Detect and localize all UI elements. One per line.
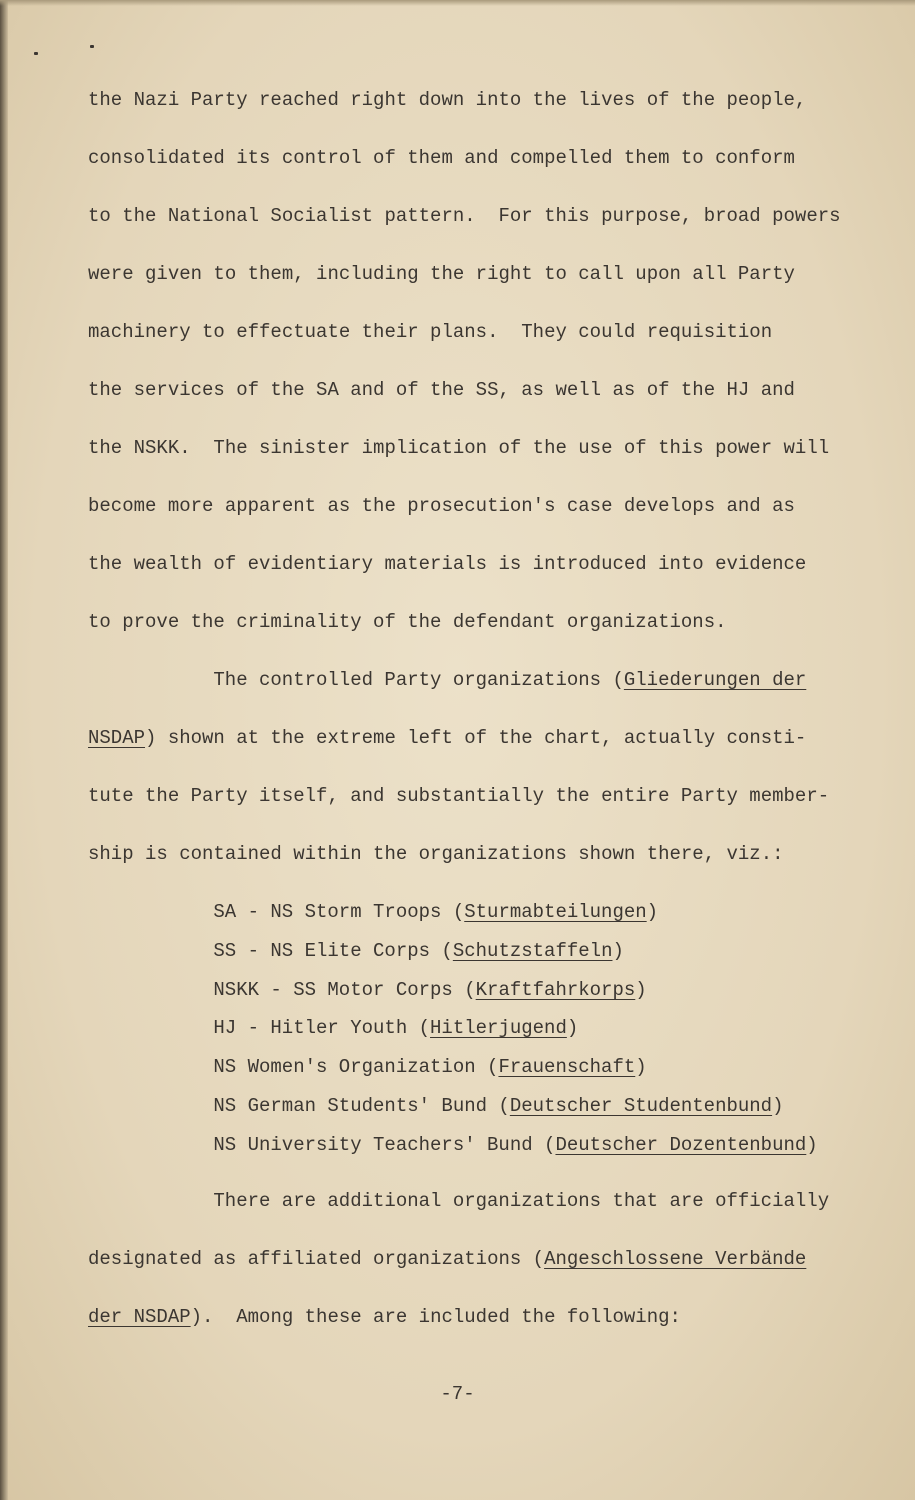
underlined-term: NSDAP <box>88 727 146 749</box>
page-edge-shadow <box>0 0 8 1500</box>
text-line <box>88 785 829 807</box>
text-segment: ) <box>772 1095 784 1117</box>
list-item <box>213 901 658 923</box>
text-segment: consolidated its control of them and compelled them to conform <box>88 147 795 169</box>
underlined-term: Frauenschaft <box>498 1056 636 1079</box>
text-segment: ) <box>612 939 624 962</box>
underlined-term: Sturmabteilungen <box>464 901 647 923</box>
text-segment: SA - NS Storm Troops ( <box>213 901 465 923</box>
text-segment: SS - NS Elite Corps ( <box>213 939 453 962</box>
underlined-term: Schutzstaffeln <box>452 939 613 962</box>
text-segment: become more apparent as the prosecution's case develops and as <box>88 495 795 517</box>
text-segment: to prove the criminality of the defendant organizations. <box>88 611 727 633</box>
text-line <box>88 437 829 459</box>
stray-mark <box>34 52 38 55</box>
text-segment: to the National Socialist pattern. For this purpose, broad powers <box>88 205 841 227</box>
text-line <box>88 611 727 633</box>
list-item <box>213 1134 817 1156</box>
list-item <box>213 1095 783 1117</box>
underlined-term: Angeschlossene Verbände <box>544 1248 807 1270</box>
text-line <box>88 205 841 227</box>
stray-mark <box>90 45 94 48</box>
text-line <box>88 1306 681 1328</box>
text-segment: There are additional organizations that are officially <box>213 1190 830 1212</box>
text-segment: ) <box>566 1017 579 1040</box>
underlined-term: Gliederungen der <box>623 669 807 691</box>
text-line <box>88 1248 806 1270</box>
underlined-term: Deutscher Dozentenbund <box>555 1133 807 1156</box>
text-segment: the services of the SA and of the SS, as well as of the HJ and <box>88 379 795 401</box>
underlined-term: Deutscher Studentenbund <box>509 1095 773 1117</box>
text-line <box>88 843 784 865</box>
text-segment: NS Women's Organization ( <box>213 1056 499 1079</box>
text-line <box>88 147 795 169</box>
text-segment: ). Among these are included the following: <box>190 1306 681 1328</box>
text-segment: designated as affiliated organizations ( <box>88 1248 545 1270</box>
text-line <box>213 669 806 691</box>
text-segment: HJ - Hitler Youth ( <box>213 1017 431 1040</box>
text-segment: NSKK - SS Motor Corps ( <box>213 978 476 1001</box>
text-line <box>88 495 795 517</box>
text-segment: the NSKK. The sinister implication of the use of this power will <box>88 437 830 459</box>
text-segment: the Nazi Party reached right down into the lives of the people, <box>88 89 807 111</box>
text-line <box>88 727 806 749</box>
list-item <box>213 979 646 1001</box>
text-segment: tute the Party itself, and substantially the entire Party member- <box>88 785 830 807</box>
text-line <box>88 321 772 343</box>
text-segment: ) <box>635 1056 647 1079</box>
underlined-term: Hitlerjugend <box>430 1017 567 1040</box>
list-item <box>213 1056 646 1078</box>
text-segment: were given to them, including the right to call upon all Party <box>88 263 795 285</box>
text-segment: ) shown at the extreme left of the chart, actually consti- <box>145 727 807 749</box>
list-item <box>213 940 624 962</box>
text-segment: ship is contained within the organizations shown there, viz.: <box>88 843 784 865</box>
underlined-term: Kraftfahrkorps <box>475 978 636 1001</box>
text-line <box>213 1190 829 1212</box>
text-line <box>88 379 795 401</box>
text-segment: machinery to effectuate their plans. They could requisition <box>88 321 773 343</box>
list-item <box>213 1017 578 1039</box>
text-line <box>88 89 806 111</box>
text-segment: ) <box>646 901 659 923</box>
text-line <box>88 553 806 575</box>
text-segment: NS German Students' Bund ( <box>213 1095 510 1117</box>
text-segment: ) <box>806 1133 818 1156</box>
text-segment: ) <box>635 978 647 1001</box>
text-line <box>88 263 795 285</box>
page-number: -7- <box>440 1383 475 1405</box>
text-segment: NS University Teachers' Bund ( <box>213 1133 556 1156</box>
text-segment: The controlled Party organizations ( <box>213 669 624 691</box>
page-top-shadow <box>0 0 915 6</box>
underlined-term: der NSDAP <box>88 1306 191 1328</box>
text-segment: the wealth of evidentiary materials is introduced into evidence <box>88 553 807 575</box>
